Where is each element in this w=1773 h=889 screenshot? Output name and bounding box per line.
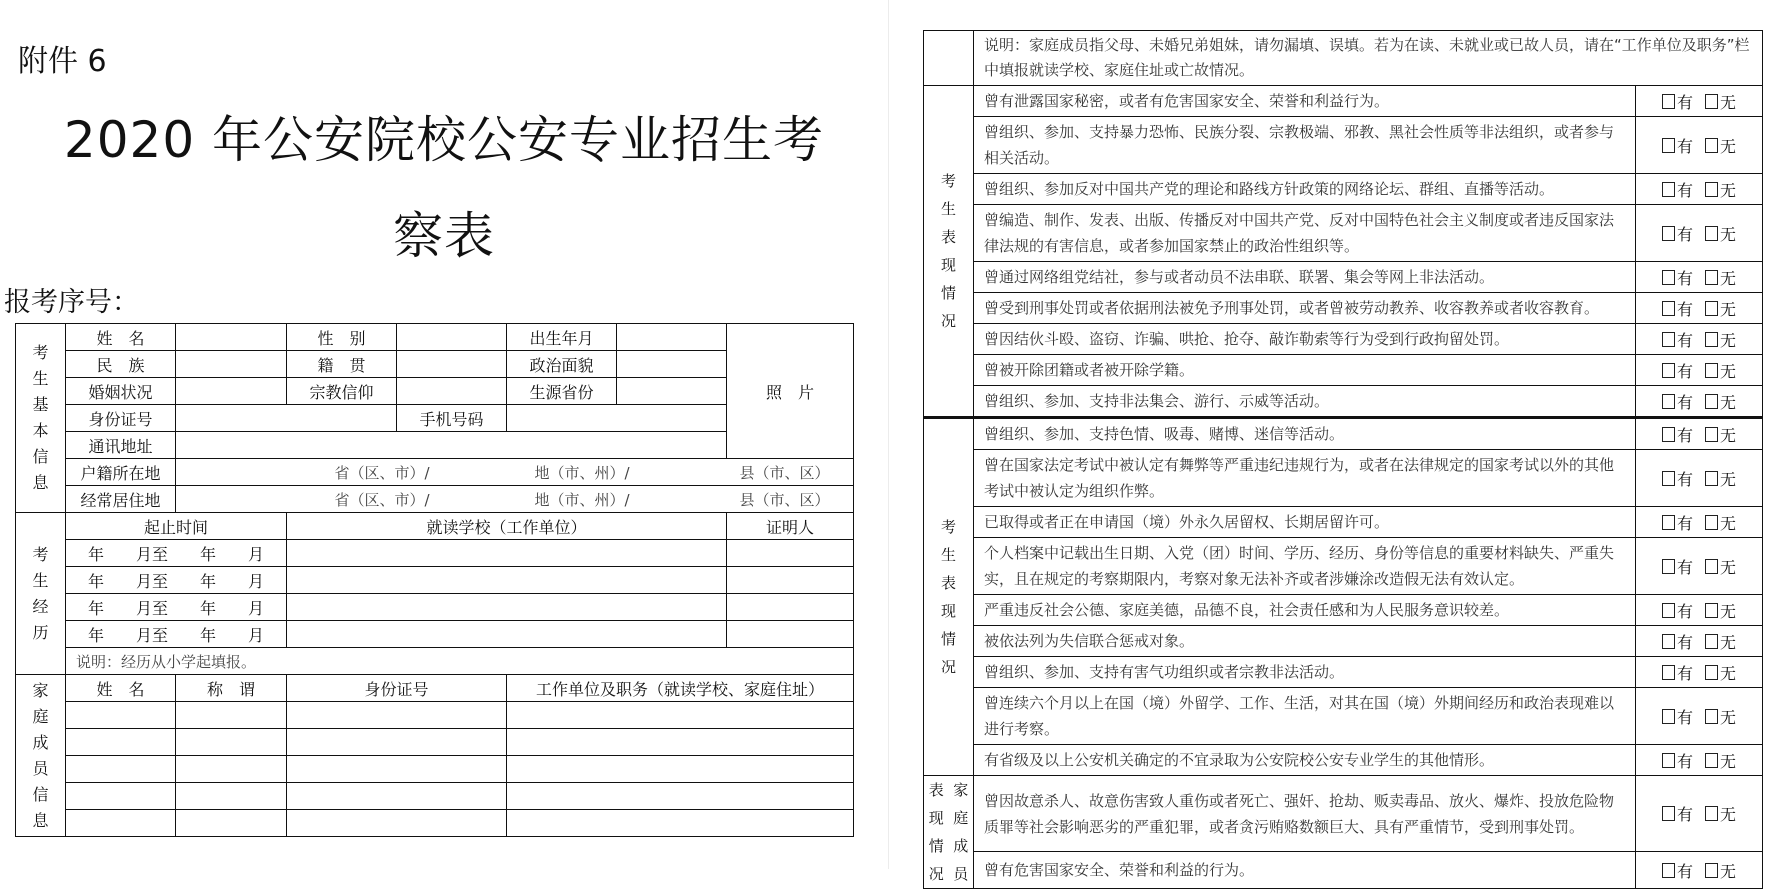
conduct-row (924, 418, 1763, 450)
checkbox-icon[interactable] (1705, 863, 1718, 878)
yes-no-choice[interactable]: 有 无 (1636, 205, 1763, 262)
birth-field[interactable] (617, 324, 727, 351)
family-name-field[interactable] (66, 783, 176, 810)
witness-field[interactable] (727, 621, 854, 648)
checkbox-icon[interactable] (1662, 226, 1675, 241)
checkbox-icon[interactable] (1705, 603, 1718, 618)
checkbox-icon[interactable] (1705, 270, 1718, 285)
checkbox-icon[interactable] (1662, 753, 1675, 768)
conduct-item: 已取得或者正在申请国（境）外永久居留权、长期居留许可。 (974, 507, 1636, 538)
family-id-field[interactable] (287, 729, 507, 756)
col-period: 起止时间 (66, 513, 287, 540)
family-work-field[interactable] (507, 783, 854, 810)
family-name-field[interactable] (66, 756, 176, 783)
form-title-line1: 2020 年公安院校公安专业招生考 (63, 111, 825, 169)
checkbox-icon[interactable] (1705, 515, 1718, 530)
phone-field[interactable] (507, 405, 727, 432)
address-label: 通讯地址 (66, 432, 176, 459)
gender-label: 性 别 (287, 324, 397, 351)
checkbox-icon[interactable] (1662, 138, 1675, 153)
yes-no-choice[interactable]: 有 无 (1636, 745, 1763, 776)
col-family-work: 工作单位及职务（就读学校、家庭住址） (507, 675, 854, 702)
conduct-row (924, 205, 1763, 262)
conduct-table (923, 30, 1763, 889)
yes-no-choice[interactable]: 有 无 (1636, 117, 1763, 174)
conduct-item: 曾被开除团籍或者被开除学籍。 (974, 355, 1636, 386)
family-name-field[interactable] (66, 702, 176, 729)
checkbox-icon[interactable] (1705, 634, 1718, 649)
conduct-item: 曾有泄露国家秘密，或者有危害国家安全、荣誉和利益行为。 (974, 86, 1636, 117)
checkbox-icon[interactable] (1662, 603, 1675, 618)
checkbox-icon[interactable] (1662, 363, 1675, 378)
checkbox-icon[interactable] (1705, 427, 1718, 442)
checkbox-icon[interactable] (1662, 634, 1675, 649)
checkbox-icon[interactable] (1662, 559, 1675, 574)
family-id-field[interactable] (287, 810, 507, 837)
checkbox-icon[interactable] (1662, 471, 1675, 486)
checkbox-icon[interactable] (1662, 270, 1675, 285)
family-work-field[interactable] (507, 756, 854, 783)
phone-label: 手机号码 (397, 405, 507, 432)
hukou-field[interactable]: 省（区、市）/ 地（市、州）/ 县（市、区） (176, 459, 854, 486)
family-id-field[interactable] (287, 702, 507, 729)
id-number-field[interactable] (176, 405, 397, 432)
conduct-item: 个人档案中记载出生日期、入党（团）时间、学历、经历、身份等信息的重要材料缺失、严重失实，且在规定的考察期限内，考察对象无法补齐或者涉嫌涂改造假无法有效认定。 (974, 538, 1636, 595)
conduct-row (924, 507, 1763, 538)
conduct-row (924, 852, 1763, 889)
checkbox-icon[interactable] (1705, 301, 1718, 316)
yes-no-choice[interactable]: 有 无 (1636, 86, 1763, 117)
yes-no-choice[interactable]: 有 无 (1636, 293, 1763, 324)
checkbox-icon[interactable] (1662, 806, 1675, 821)
yes-no-choice[interactable]: 有 无 (1636, 507, 1763, 538)
period-field[interactable]: 年 月至 年 月 (66, 621, 287, 648)
conduct-item: 有省级及以上公安机关确定的不宜录取为公安院校公安专业学生的其他情形。 (974, 745, 1636, 776)
conduct-row (924, 688, 1763, 745)
ethnicity-field[interactable] (176, 351, 287, 378)
address-field[interactable] (176, 432, 727, 459)
religion-field[interactable] (397, 378, 507, 405)
conduct-item: 被依法列为失信联合惩戒对象。 (974, 626, 1636, 657)
period-field[interactable]: 年 月至 年 月 (66, 567, 287, 594)
experience-row (16, 594, 854, 621)
page-divider (888, 0, 889, 869)
family-relation-field[interactable] (176, 810, 287, 837)
experience-row (16, 567, 854, 594)
residence-label: 经常居住地 (66, 486, 176, 513)
col-school: 就读学校（工作单位） (287, 513, 727, 540)
photo-box[interactable]: 照 片 (727, 324, 854, 459)
family-row (16, 783, 854, 810)
political-status-label: 政治面貌 (507, 351, 617, 378)
yes-no-choice[interactable]: 有 无 (1636, 657, 1763, 688)
period-field[interactable]: 年 月至 年 月 (66, 540, 287, 567)
yes-no-choice[interactable]: 有 无 (1636, 450, 1763, 507)
native-place-field[interactable] (397, 351, 507, 378)
col-witness: 证明人 (727, 513, 854, 540)
residence-field[interactable]: 省（区、市）/ 地（市、州）/ 县（市、区） (176, 486, 854, 513)
family-relation-field[interactable] (176, 756, 287, 783)
experience-row (16, 540, 854, 567)
hukou-label: 户籍所在地 (66, 459, 176, 486)
conduct-row (924, 174, 1763, 205)
yes-no-choice[interactable]: 有 无 (1636, 262, 1763, 293)
conduct-row (924, 538, 1763, 595)
conduct-item: 曾组织、参加、支持色情、吸毒、赌博、迷信等活动。 (974, 418, 1636, 450)
family-id-field[interactable] (287, 756, 507, 783)
applicant-info-table (15, 323, 854, 837)
conduct-row (924, 657, 1763, 688)
section-family-conduct-a: 表 现 情 况 (924, 776, 949, 889)
conduct-row (924, 355, 1763, 386)
yes-no-choice[interactable]: 有 无 (1636, 626, 1763, 657)
conduct-item: 曾因结伙斗殴、盗窃、诈骗、哄抢、抢夺、敲诈勒索等行为受到行政拘留处罚。 (974, 324, 1636, 355)
name-field[interactable] (176, 324, 287, 351)
yes-no-choice[interactable]: 有 无 (1636, 174, 1763, 205)
section-family: 家 庭 成 员 信 息 (16, 675, 66, 837)
source-province-label: 生源省份 (507, 378, 617, 405)
yes-no-choice[interactable]: 有 无 (1636, 538, 1763, 595)
col-family-id: 身份证号 (287, 675, 507, 702)
family-relation-field[interactable] (176, 783, 287, 810)
attachment-label: 附件 6 (18, 44, 107, 79)
source-province-field[interactable] (617, 378, 727, 405)
checkbox-icon[interactable] (1662, 94, 1675, 109)
conduct-row (924, 86, 1763, 117)
conduct-row (924, 293, 1763, 324)
yes-no-choice[interactable]: 有 无 (1636, 852, 1763, 889)
checkbox-icon[interactable] (1662, 863, 1675, 878)
yes-no-choice[interactable]: 有 无 (1636, 688, 1763, 745)
section-basic-info: 考 生 基 本 信 息 (16, 324, 66, 513)
political-status-field[interactable] (617, 351, 727, 378)
witness-field[interactable] (727, 540, 854, 567)
conduct-item: 曾组织、参加、支持非法集会、游行、示威等活动。 (974, 386, 1636, 418)
family-work-field[interactable] (507, 729, 854, 756)
family-id-field[interactable] (287, 783, 507, 810)
form-title-line2: 察表 (393, 207, 495, 265)
checkbox-icon[interactable] (1662, 709, 1675, 724)
checkbox-icon[interactable] (1705, 709, 1718, 724)
section-experience: 考 生 经 历 (16, 513, 66, 675)
conduct-row (924, 386, 1763, 418)
yes-no-choice[interactable]: 有 无 (1636, 324, 1763, 355)
checkbox-icon[interactable] (1662, 301, 1675, 316)
family-relation-field[interactable] (176, 729, 287, 756)
checkbox-icon[interactable] (1705, 753, 1718, 768)
native-place-label: 籍 贯 (287, 351, 397, 378)
conduct-item: 曾受到刑事处罚或者依据刑法被免予刑事处罚，或者曾被劳动教养、收容教养或者收容教育。 (974, 293, 1636, 324)
section-family-conduct-b: 家 庭 成 员 (949, 776, 974, 889)
section-conduct-2: 考 生 表 现 情 况 (924, 418, 974, 776)
checkbox-icon[interactable] (1705, 394, 1718, 409)
conduct-row (924, 450, 1763, 507)
school-field[interactable] (287, 567, 727, 594)
checkbox-icon[interactable] (1705, 138, 1718, 153)
conduct-row (924, 595, 1763, 626)
family-row (16, 756, 854, 783)
checkbox-icon[interactable] (1662, 394, 1675, 409)
conduct-item: 曾编造、制作、发表、出版、传播反对中国共产党、反对中国特色社会主义制度或者违反国家法律法规的有害信息，或者参加国家禁止的政治性组织等。 (974, 205, 1636, 262)
col-relation: 称 谓 (176, 675, 287, 702)
family-work-field[interactable] (507, 702, 854, 729)
conduct-item: 曾有危害国家安全、荣誉和利益的行为。 (974, 852, 1636, 889)
conduct-row (924, 117, 1763, 174)
conduct-item: 曾通过网络组党结社，参与或者动员不法串联、联署、集会等网上非法活动。 (974, 262, 1636, 293)
conduct-row (924, 262, 1763, 293)
checkbox-icon[interactable] (1662, 665, 1675, 680)
marital-field[interactable] (176, 378, 287, 405)
family-name-field[interactable] (66, 729, 176, 756)
family-relation-field[interactable] (176, 702, 287, 729)
col-family-name: 姓 名 (66, 675, 176, 702)
family-name-field[interactable] (66, 810, 176, 837)
yes-no-choice[interactable]: 有 无 (1636, 418, 1763, 450)
checkbox-icon[interactable] (1705, 226, 1718, 241)
school-field[interactable] (287, 594, 727, 621)
serial-number-label: 报考序号： (4, 287, 139, 318)
section-conduct-1: 考 生 表 现 情 况 (924, 86, 974, 418)
witness-field[interactable] (727, 594, 854, 621)
period-field[interactable]: 年 月至 年 月 (66, 594, 287, 621)
experience-row (16, 621, 854, 648)
family-note: 说明：家庭成员指父母、未婚兄弟姐妹，请勿漏填、误填。若为在读、未就业或已故人员，请在“工作单位及职务”栏中填报就读学校、家庭住址或亡故情况。 (974, 31, 1763, 86)
name-label: 姓 名 (66, 324, 176, 351)
conduct-row (924, 324, 1763, 355)
conduct-item: 曾在国家法定考试中被认定有舞弊等严重违纪违规行为，或者在法律规定的国家考试以外的其他考试中被认定为组织作弊。 (974, 450, 1636, 507)
family-note-spacer (924, 31, 974, 86)
checkbox-icon[interactable] (1705, 665, 1718, 680)
checkbox-icon[interactable] (1662, 182, 1675, 197)
family-work-field[interactable] (507, 810, 854, 837)
conduct-row (924, 626, 1763, 657)
checkbox-icon[interactable] (1705, 471, 1718, 486)
school-field[interactable] (287, 540, 727, 567)
religion-label: 宗教信仰 (287, 378, 397, 405)
checkbox-icon[interactable] (1662, 427, 1675, 442)
id-number-label: 身份证号 (66, 405, 176, 432)
conduct-item: 曾组织、参加、支持暴力恐怖、民族分裂、宗教极端、邪教、黑社会性质等非法组织，或者参与相关活动。 (974, 117, 1636, 174)
checkbox-icon[interactable] (1705, 559, 1718, 574)
marital-label: 婚姻状况 (66, 378, 176, 405)
witness-field[interactable] (727, 567, 854, 594)
yes-no-choice[interactable]: 有 无 (1636, 355, 1763, 386)
conduct-item: 曾因故意杀人、故意伤害致人重伤或者死亡、强奸、抢劫、贩卖毒品、放火、爆炸、投放危险物质罪等社会影响恶劣的严重犯罪，或者贪污贿赂数额巨大、具有严重情节，受到刑事处罚。 (974, 776, 1636, 852)
school-field[interactable] (287, 621, 727, 648)
conduct-item: 曾组织、参加反对中国共产党的理论和路线方针政策的网络论坛、群组、直播等活动。 (974, 174, 1636, 205)
checkbox-icon[interactable] (1705, 363, 1718, 378)
conduct-row (924, 745, 1763, 776)
conduct-row (924, 776, 1763, 852)
checkbox-icon[interactable] (1705, 806, 1718, 821)
conduct-item: 曾连续六个月以上在国（境）外留学、工作、生活，对其在国（境）外期间经历和政治表现难以进行考察。 (974, 688, 1636, 745)
yes-no-choice[interactable]: 有 无 (1636, 386, 1763, 418)
family-row (16, 702, 854, 729)
conduct-item: 严重违反社会公德、家庭美德，品德不良，社会责任感和为人民服务意识较差。 (974, 595, 1636, 626)
yes-no-choice[interactable]: 有 无 (1636, 595, 1763, 626)
checkbox-icon[interactable] (1662, 515, 1675, 530)
checkbox-icon[interactable] (1662, 332, 1675, 347)
family-row (16, 810, 854, 837)
conduct-item: 曾组织、参加、支持有害气功组织或者宗教非法活动。 (974, 657, 1636, 688)
experience-note: 说明：经历从小学起填报。 (66, 648, 854, 675)
checkbox-icon[interactable] (1705, 182, 1718, 197)
checkbox-icon[interactable] (1705, 94, 1718, 109)
family-row (16, 729, 854, 756)
yes-no-choice[interactable]: 有 无 (1636, 776, 1763, 852)
checkbox-icon[interactable] (1705, 332, 1718, 347)
ethnicity-label: 民 族 (66, 351, 176, 378)
birth-label: 出生年月 (507, 324, 617, 351)
gender-field[interactable] (397, 324, 507, 351)
